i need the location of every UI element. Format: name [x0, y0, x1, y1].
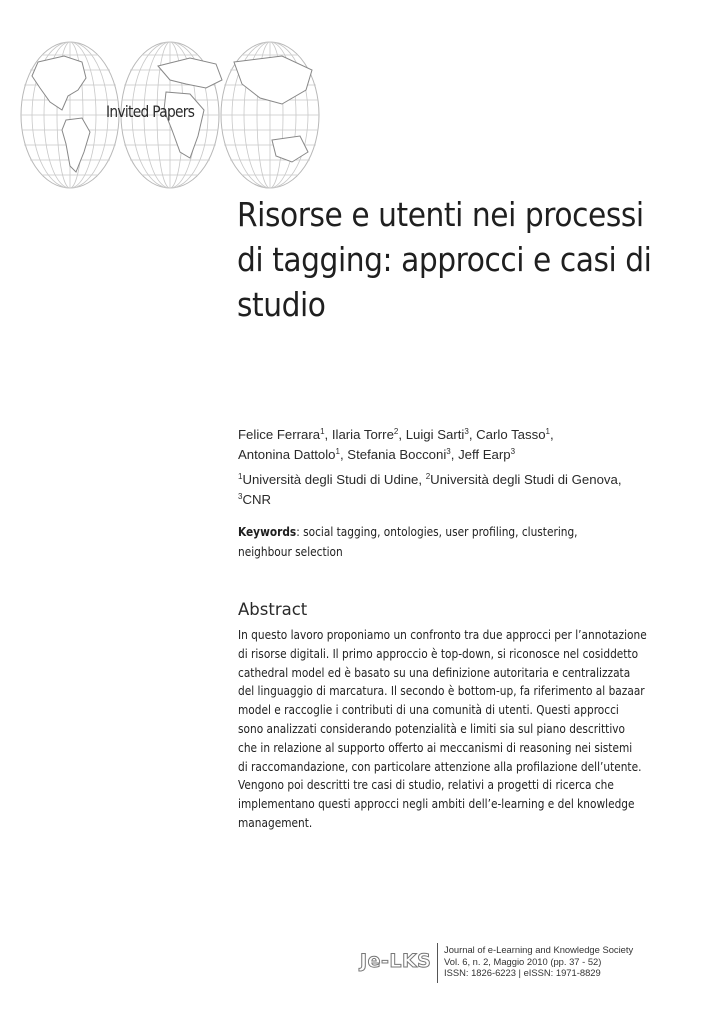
- volume-info: Vol. 6, n. 2, Maggio 2010 (pp. 37 - 52): [444, 955, 602, 967]
- title-line: studio: [237, 285, 326, 324]
- abstract-line: In questo lavoro proponiamo un confronto tra due approcci per l’annotazione: [238, 627, 647, 642]
- abstract-line: di raccomandazione, con particolare attenzione alla profilazione dell’utente.: [238, 758, 642, 774]
- author-name: Carlo Tasso: [476, 427, 546, 442]
- affiliation-marker: 3: [464, 427, 469, 436]
- affiliation-marker: 3: [510, 447, 516, 456]
- journal-info: [444, 944, 633, 979]
- abstract-heading: Abstract: [238, 600, 308, 619]
- affiliation-number: 1: [238, 472, 243, 481]
- author-name: Jeff Earp: [458, 447, 511, 462]
- abstract-body: [238, 626, 647, 833]
- abstract-line: management.: [238, 814, 313, 830]
- keywords: [238, 522, 599, 562]
- affiliation-number: 2: [425, 472, 431, 481]
- abstract-line: sono analizzati considerando potenzialità e limiti sia sul piano descrittivo: [238, 720, 626, 736]
- affiliation-list: $^1$Università degli Studi di Udine, $^2$Università degli Studi di Genova, $^3$CNR: [238, 472, 622, 507]
- title-line: Risorse e utenti nei processi: [237, 195, 644, 234]
- affiliation-number: 3: [238, 492, 243, 501]
- section-label: Invited Papers: [106, 102, 195, 121]
- abstract-line: che in relazione al supporto offerto ai meccanismi di reasoning nei sistemi: [238, 739, 633, 755]
- footer-divider: [437, 943, 438, 983]
- author-name: Stefania Bocconi: [347, 447, 447, 462]
- title-line: di tagging: approcci e casi di: [237, 240, 652, 279]
- abstract-line: implementano questi approcci negli ambiti dell’e-learning e del knowledge: [238, 796, 635, 812]
- abstract-line: model e raccoglie i contributi di una comunità di utenti. Questi approcci: [238, 702, 619, 718]
- affiliation-name: Università degli Studi di Udine: [242, 472, 419, 487]
- affiliation-name: CNR: [242, 492, 272, 507]
- keywords-label: Keywords: [238, 524, 297, 539]
- keywords-text: : social tagging, ontologies, user profiling, clustering, neighbour selection: [238, 524, 578, 559]
- journal-name: Journal of e-Learning and Knowledge Society: [444, 944, 634, 955]
- affiliation-marker: 2: [393, 427, 399, 436]
- paper-title: [237, 192, 660, 327]
- abstract-line: del linguaggio di marcatura. Il secondo è bottom-up, fa riferimento al bazaar: [238, 683, 645, 699]
- author-name: Antonina Dattolo: [238, 447, 336, 462]
- affiliation-marker: 3: [446, 447, 451, 456]
- affiliation-marker: 1: [320, 427, 325, 436]
- journal-logo: Je-LKS: [360, 950, 432, 972]
- affiliation-name: Università degli Studi di Genova: [430, 472, 618, 487]
- affiliation-marker: 1: [335, 447, 340, 456]
- author-name: Felice Ferrara: [238, 427, 321, 442]
- issn-info: ISSN: 1826-6223 | eISSN: 1971-8829: [444, 967, 601, 978]
- affiliation-marker: 1: [545, 427, 550, 436]
- author-name: Ilaria Torre: [331, 427, 394, 442]
- author-list: Felice Ferrara$^1$, Ilaria Torre$^2$, Luigi Sarti$^3$, Carlo Tasso$^1$, Antonina Dattolo$^1$, Stefania Bocconi$^3$, Jeff Earp$^3$: [238, 427, 554, 462]
- abstract-line: cathedral model ed è basato su una definizione autoritaria e centralizzata: [238, 664, 631, 680]
- author-name: Luigi Sarti: [405, 427, 465, 442]
- abstract-line: Vengono poi descritti tre casi di studio, relativi a progetti di ricerca che: [238, 777, 614, 793]
- abstract-line: di risorse digitali. Il primo approccio è top-down, si riconosce nel cosiddetto: [238, 645, 639, 661]
